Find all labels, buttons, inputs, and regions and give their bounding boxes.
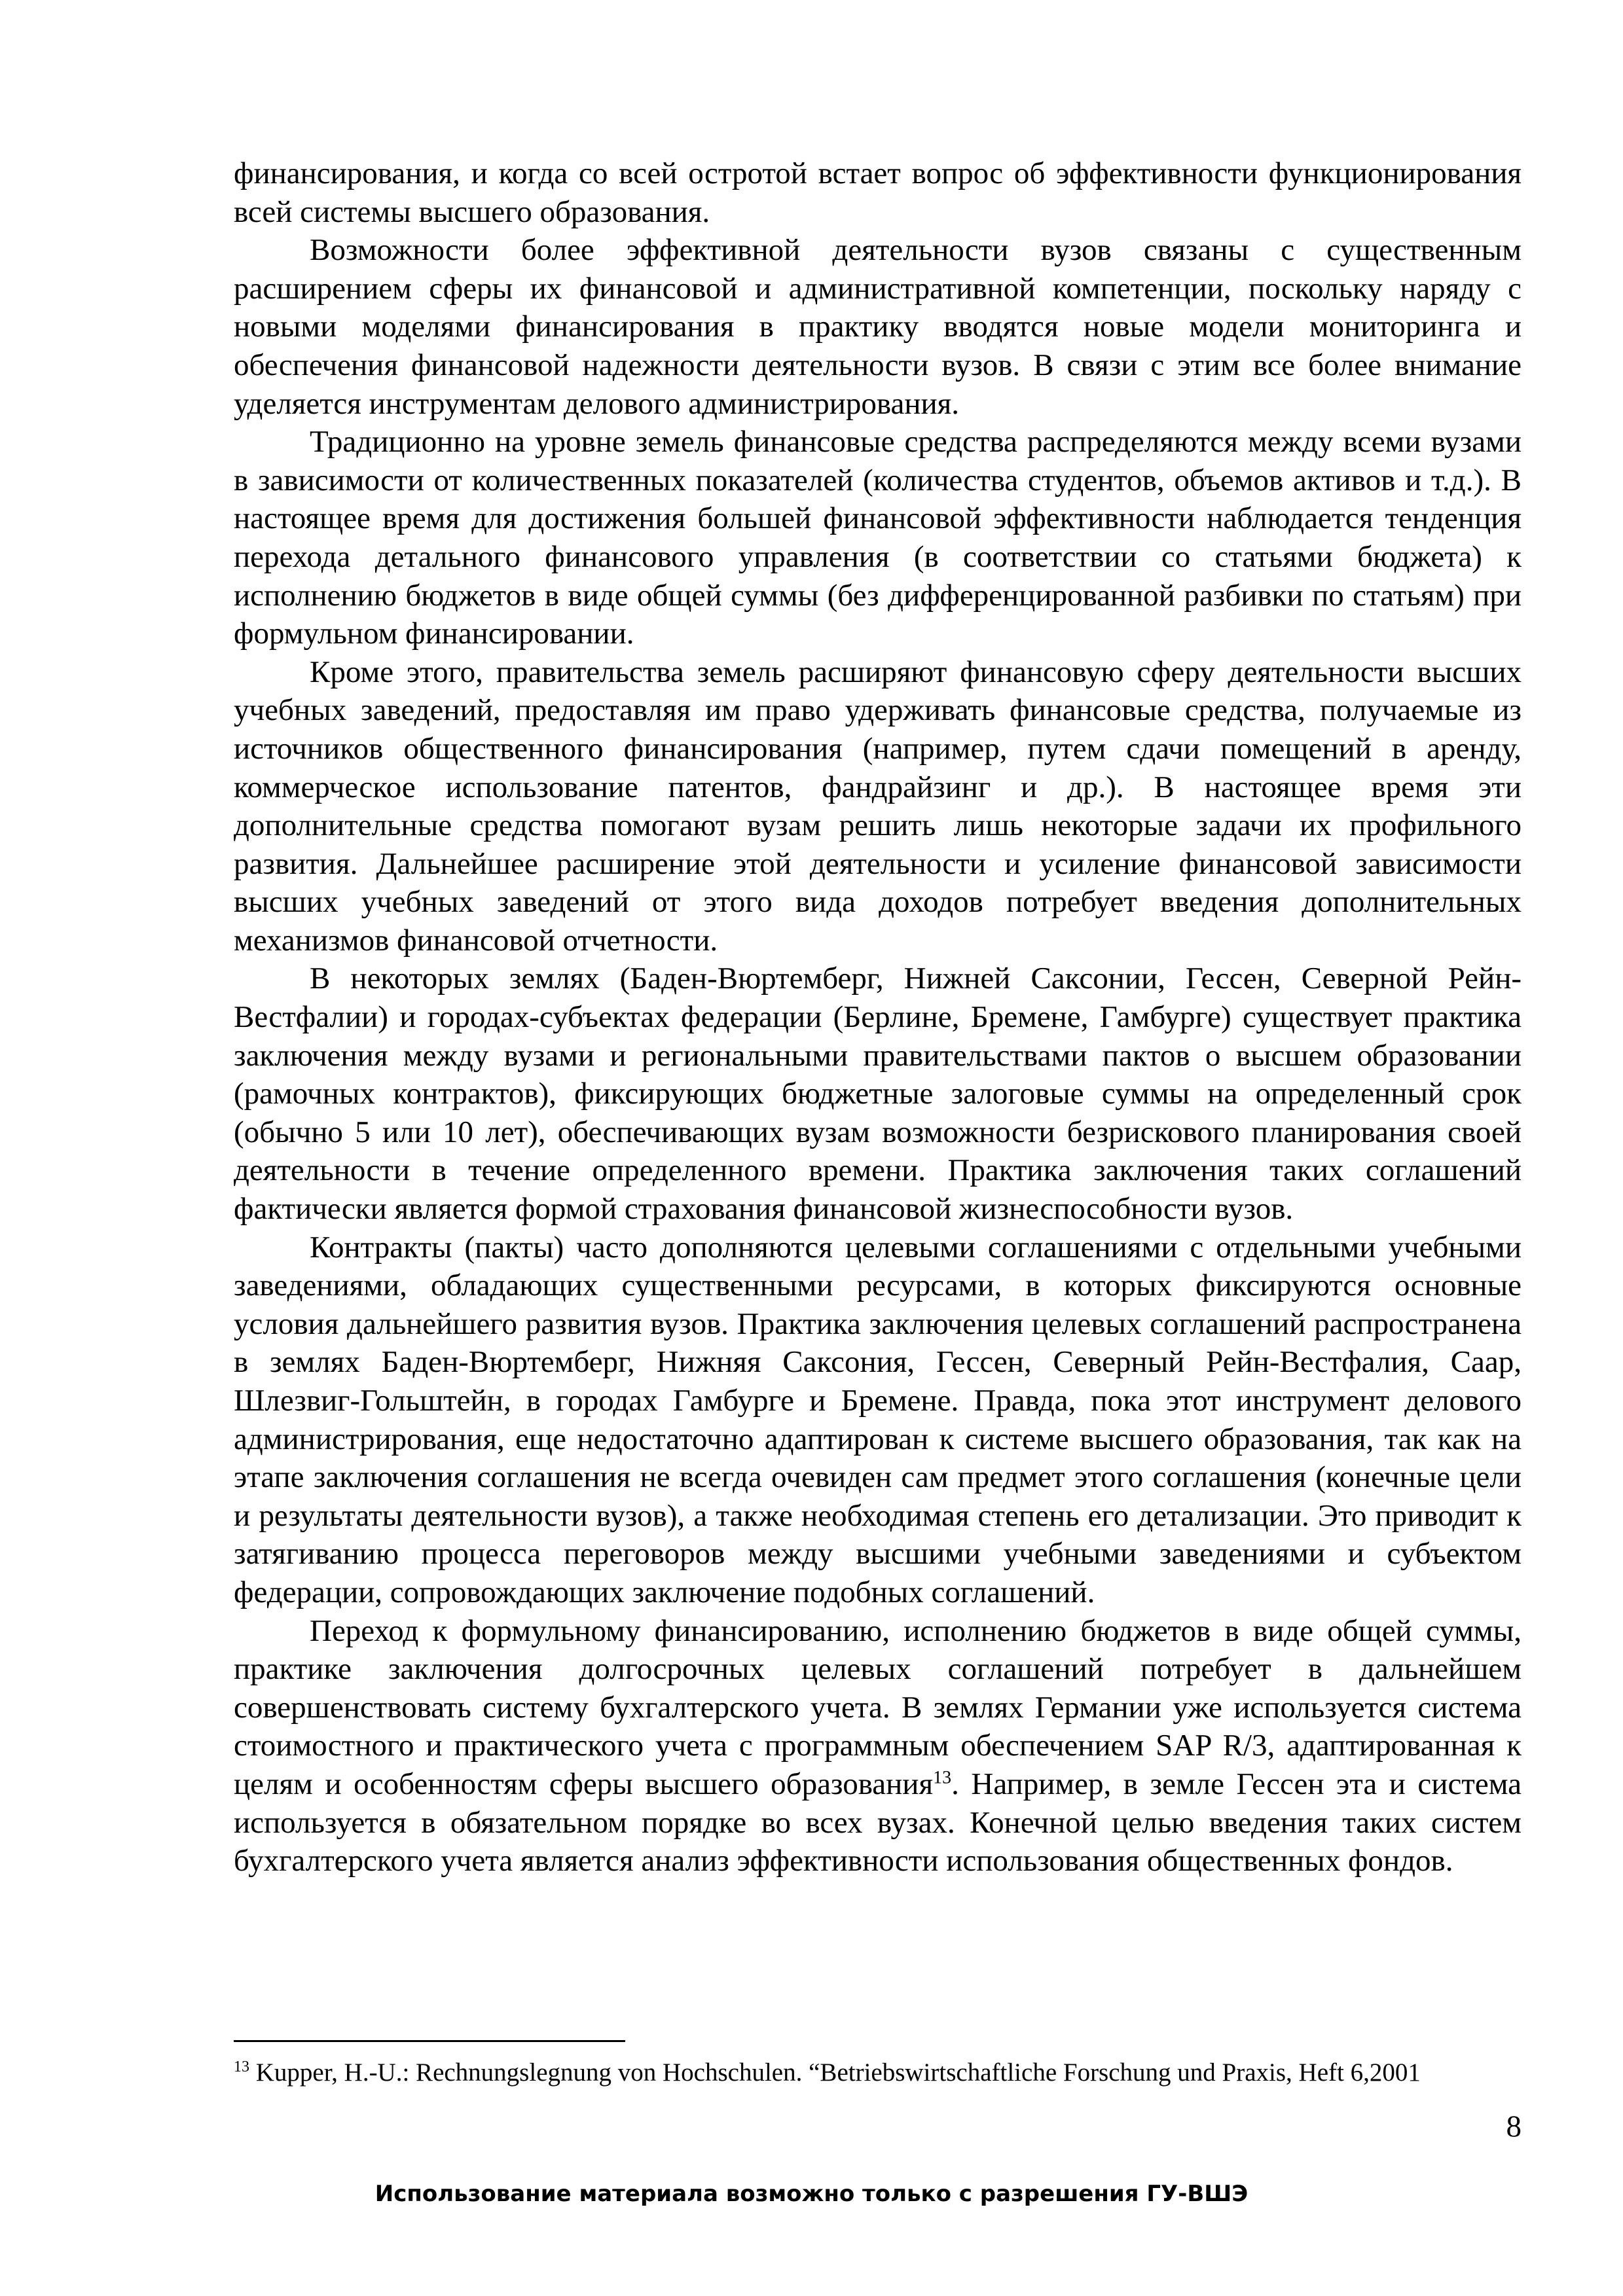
paragraph: Контракты (пакты) часто дополняются целевыми соглашениями с отдельными учебными заведениями, обладающих существенными ресурсами, в которых фиксируются основные условия дальнейшего развития вузов. Практика заключения целевых соглашений распространена в землях Баден-Вюртемберг, Нижняя Саксония, Гессен, Северный Рейн-Вестфалия, Саар, Шлезвиг-Гольштейн, в городах Гамбурге и Бремене. Правда, пока этот инструмент делового администрирования, еще недостаточно адаптирован к системе высшего образования, так как на этапе заключения соглашения не всегда очевиден сам предмет этого соглашения (конечные цели и результаты деятельности вузов), а также необходимая степень его детализации. Это приводит к затягиванию процесса переговоров между высшими учебными заведениями и субъектом федерации, сопровождающих заключение подобных соглашений. — [234, 1230, 1522, 1609]
paragraph: Кроме этого, правительства земель расширяют финансовую сферу деятельности высших учебных заведений, предоставляя им право удерживать финансовые средства, получаемые из источников общественного финансирования (например, путем сдачи помещений в аренду, коммерческое использование патентов, фандрайзинг и др.). В настоящее время эти дополнительные средства помогают вузам решить лишь некоторые задачи их профильного развития. Дальнейшее расширение этой деятельности и усиление финансовой зависимости высших учебных заведений от этого вида доходов потребует введения дополнительных механизмов финансовой отчетности. — [234, 655, 1522, 958]
paragraph-with-footnote — [234, 1612, 1522, 1880]
footnote-number: 13 — [234, 2058, 249, 2075]
paragraph-text: Переход к формульному финансированию, исполнению бюджетов в виде общей суммы, практике заключения долгосрочных целевых соглашений потребует в дальнейшем совершенствовать систему бухгалтерского учета. В землях Германии уже используется система стоимостного и практического учета с программным обеспечением SAP R/3, адаптированная к целям и особенностям сферы высшего образования — [234, 1613, 1522, 1801]
footnote — [234, 2056, 1465, 2089]
paragraph: Возможности более эффективной деятельности вузов связаны с существенным расширением сферы их финансовой и административной компетенции, поскольку наряду с новыми моделями финансирования в практику вводятся новые модели мониторинга и обеспечения финансовой надежности деятельности вузов. В связи с этим все более внимание уделяется инструментам делового администрирования. — [234, 233, 1522, 421]
paragraph: финансирования, и когда со всей остротой встает вопрос об эффективности функционирования всей системы высшего образования. — [234, 156, 1522, 229]
paragraph: Традиционно на уровне земель финансовые средства распределяются между всеми вузами в зависимости от количественных показателей (количества студентов, объемов активов и т.д.). В настоящее время для достижения большей финансовой эффективности наблюдается тенденция перехода детального финансового управления (в соответствии со статьями бюджета) к исполнению бюджетов в виде общей суммы (без дифференцированной разбивки по статьям) при формульном финансировании. — [234, 425, 1522, 651]
footnote-text: Kupper, H.-U.: Rechnungslegnung von Hochschulen. “Betriebswirtschaftliche Forschung und Praxis, Heft 6,2001 — [249, 2058, 1421, 2087]
footnote-reference[interactable]: 13 — [933, 1767, 952, 1788]
paragraph: В некоторых землях (Баден-Вюртемберг, Нижней Саксонии, Гессен, Северной Рейн-Вестфалии) и городах-субъектах федерации (Берлине, Бремене, Гамбурге) существует практика заключения между вузами и региональными правительствами пактов о высшем образовании (рамочных контрактов), фиксирующих бюджетные залоговые суммы на определенный срок (обычно 5 или 10 лет), обеспечивающих вузам возможности безрискового планирования своей деятельности в течение определенного времени. Практика заключения таких соглашений фактически является формой страхования финансовой жизнеспособности вузов. — [234, 961, 1522, 1227]
paragraph-text: . Например, в земле Гессен эта и система используется в обязательном порядке во всех вузах. Конечной целью введения таких систем бухгалтерского учета является анализ эффективности использования общественных фондов. — [234, 1767, 1522, 1878]
page-number: 8 — [1506, 2109, 1522, 2144]
body-text — [234, 154, 1522, 1880]
copyright-notice: Использование материала возможно только с разрешения ГУ-ВШЭ — [374, 2181, 1249, 2207]
footnote-separator — [234, 2040, 625, 2042]
